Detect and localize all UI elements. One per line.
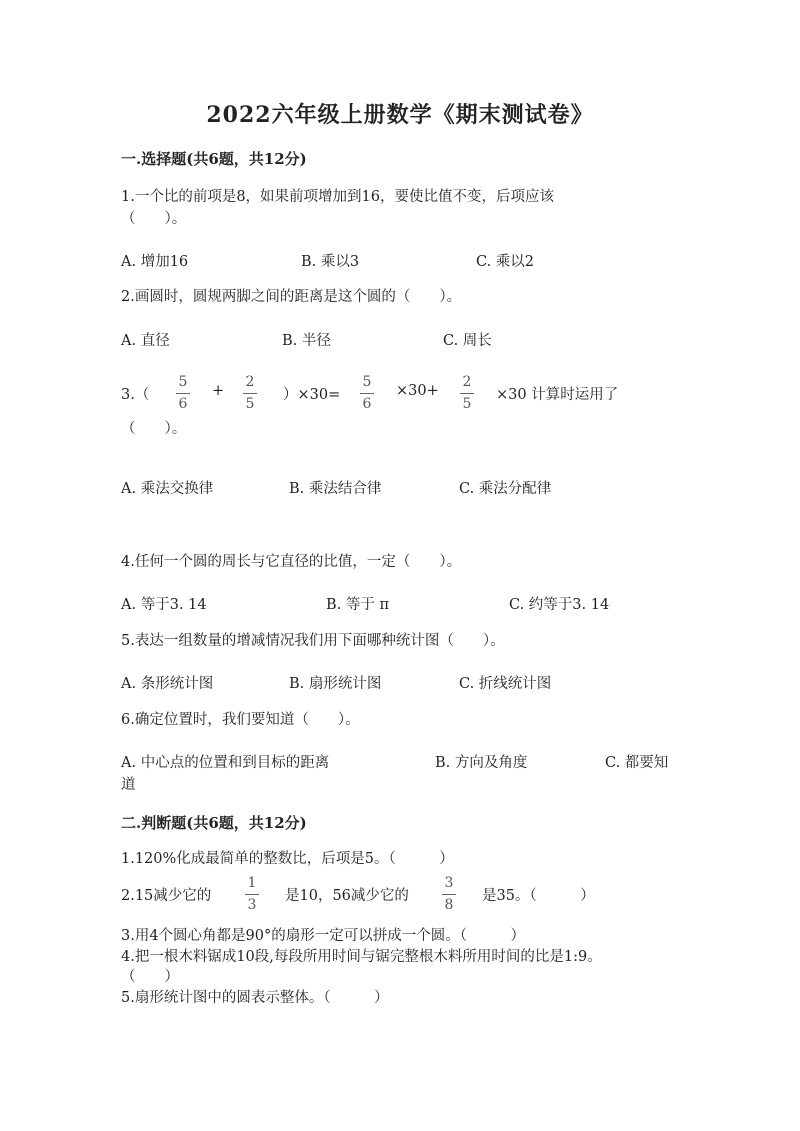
fraction-numerator: 3 [444, 875, 454, 891]
question-1-option-c[interactable]: C. 乘以2 [476, 254, 535, 270]
question-3-option-c[interactable]: C. 乘法分配律 [459, 481, 552, 497]
fraction-numerator: 5 [178, 374, 188, 390]
question-3-mid: ）×30= [283, 387, 341, 403]
question-5-option-a[interactable]: A. 条形统计图 [121, 676, 214, 692]
fraction-numerator: 2 [462, 374, 472, 390]
fraction-bar [442, 894, 456, 895]
question-3-fraction-3 [360, 374, 374, 413]
fraction-denominator: 3 [247, 897, 257, 913]
question-4-option-a[interactable]: A. 等于3. 14 [121, 597, 207, 613]
question-3-mid2: ×30+ [396, 383, 439, 399]
page-title: 2022六年级上册数学《期末测试卷》 [206, 102, 594, 128]
fraction-numerator: 5 [362, 374, 372, 390]
question-2-option-a[interactable]: A. 直径 [121, 333, 170, 349]
fraction-denominator: 8 [444, 897, 454, 913]
question-4-text: 4.任何一个圆的周长与它直径的比值，一定（ ）。 [121, 554, 462, 570]
judge-question-2-part-c: 是35。（ ） [482, 888, 595, 904]
fraction-denominator: 5 [245, 396, 255, 412]
question-3-fraction-1 [176, 374, 190, 413]
judge-question-2-fraction-2 [442, 875, 456, 914]
question-3-open: 3.（ [121, 387, 150, 403]
judge-question-3: 3.用4个圆心角都是90°的扇形一定可以拼成一个圆。（ ） [121, 928, 526, 944]
question-6-option-c-wrap: 道 [121, 777, 136, 793]
fraction-denominator: 5 [462, 396, 472, 412]
question-2-option-c[interactable]: C. 周长 [443, 333, 492, 349]
fraction-bar [243, 393, 257, 394]
question-3-option-b[interactable]: B. 乘法结合律 [289, 481, 382, 497]
question-1-option-b[interactable]: B. 乘以3 [301, 254, 360, 270]
fraction-denominator: 6 [362, 396, 372, 412]
fraction-numerator: 2 [245, 374, 255, 390]
question-6-option-c[interactable]: C. 都要知 [605, 755, 669, 771]
judge-question-2-part-b: 是10，56减少它的 [285, 888, 409, 904]
judge-question-2-fraction-1 [245, 875, 259, 914]
question-6-option-b[interactable]: B. 方向及角度 [435, 755, 528, 771]
judge-question-2-part-a: 2.15减少它的 [121, 888, 212, 904]
question-4-option-c[interactable]: C. 约等于3. 14 [509, 597, 610, 613]
fraction-denominator: 6 [178, 396, 188, 412]
question-1-option-a[interactable]: A. 增加16 [121, 254, 189, 270]
question-2-text: 2.画圆时，圆规两脚之间的距离是这个圆的（ ）。 [121, 289, 462, 305]
question-6-text: 6.确定位置时，我们要知道（ ）。 [121, 712, 360, 728]
judge-question-5: 5.扇形统计图中的圆表示整体。（ ） [121, 990, 389, 1006]
question-3-fraction-2 [243, 374, 257, 413]
question-1-text-cont: （ ）。 [121, 211, 187, 227]
question-5-option-b[interactable]: B. 扇形统计图 [289, 676, 382, 692]
question-2-option-b[interactable]: B. 半径 [282, 333, 331, 349]
judge-question-4: 4.把一根木料锯成10段,每段所用时间与锯完整根木料所用时间的比是1:9。 [121, 949, 602, 965]
question-3-text-cont: （ ）。 [121, 421, 187, 437]
fraction-bar [360, 393, 374, 394]
question-1-text: 1.一个比的前项是8，如果前项增加到16，要使比值不变，后项应该 [121, 189, 555, 205]
section-heading-choice: 一.选择题(共6题，共12分) [121, 150, 307, 168]
section-heading-judge: 二.判断题(共6题，共12分) [121, 814, 307, 832]
fraction-numerator: 1 [247, 875, 257, 891]
question-4-option-b[interactable]: B. 等于 π [326, 597, 390, 613]
question-5-text: 5.表达一组数量的增减情况我们用下面哪种统计图（ ）。 [121, 633, 505, 649]
question-5-option-c[interactable]: C. 折线统计图 [459, 676, 552, 692]
fraction-bar [460, 393, 474, 394]
question-3-tail: ×30 计算时运用了 [496, 387, 619, 403]
question-3-fraction-4 [460, 374, 474, 413]
question-3-plus: + [212, 383, 225, 399]
fraction-bar [176, 393, 190, 394]
judge-question-4-cont: （ ） [121, 969, 179, 985]
fraction-bar [245, 894, 259, 895]
judge-question-1: 1.120%化成最简单的整数比，后项是5。（ ） [121, 851, 454, 867]
question-6-option-a[interactable]: A. 中心点的位置和到目标的距离 [121, 755, 330, 771]
question-3-option-a[interactable]: A. 乘法交换律 [121, 481, 214, 497]
